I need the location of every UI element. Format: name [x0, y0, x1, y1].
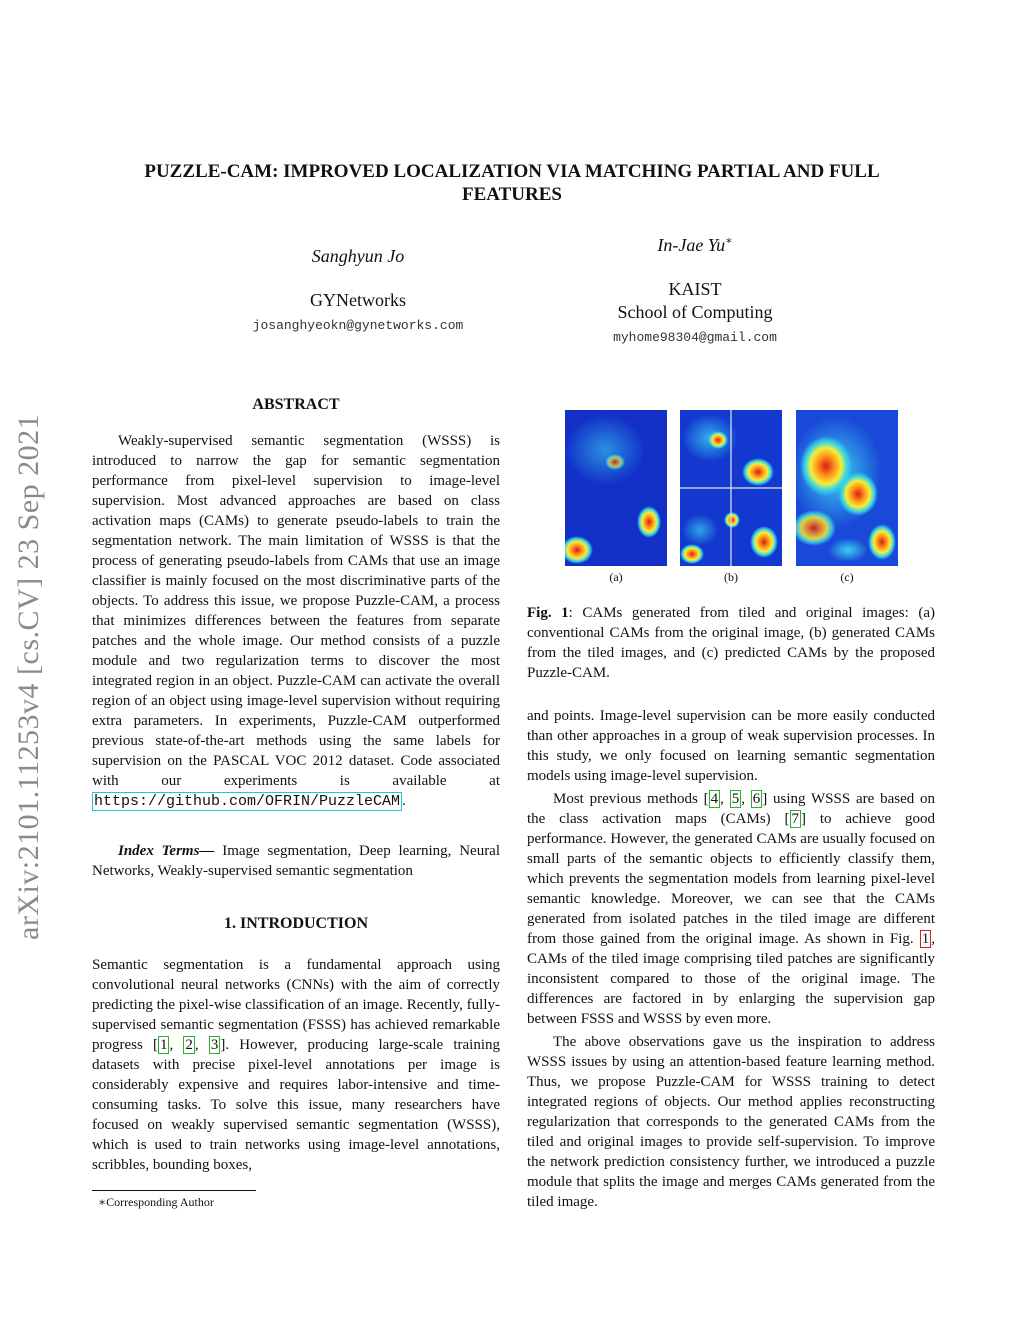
- figure-cam-b: [680, 410, 782, 566]
- code-link[interactable]: https://github.com/OFRIN/PuzzleCAM: [94, 793, 401, 810]
- figure-ref-link[interactable]: 1: [921, 931, 930, 947]
- footnote: ∗Corresponding Author: [98, 1195, 214, 1209]
- index-terms-text: Image segmentation, Deep learning, Neural Networks, Weakly-supervised semantic segmentation: [92, 843, 501, 879]
- figure-cam-a: [565, 410, 667, 566]
- subfigure-label: (b): [724, 570, 738, 584]
- figure-caption-text: : CAMs generated from tiled and original images: (a) conventional CAMs from the original image, (b) generated CAMs from the tiled images, and (c) predicted CAMs by the proposed Puzzle-CAM.: [527, 605, 935, 681]
- subfigure-label: (c): [840, 570, 854, 584]
- paragraph: and points. Image-level supervision can be more easily conducted than other approaches in a group of weak supervision processes. In this study, we only focused on learning semantic segmentation models using image-level supervision.: [527, 708, 935, 784]
- citation-link[interactable]: 7: [791, 811, 799, 827]
- abstract-heading: ABSTRACT: [252, 396, 340, 413]
- author-block-1: [220, 246, 496, 333]
- author-name: In-Jae Yu∗: [657, 235, 733, 255]
- abstract-body: Weakly-supervised semantic segmentation (WSSS) is introduced to narrow the gap for semantic segmentation performance from pixel-level supervision to image-level supervision. Most advanced approaches are based on class activation maps (CAMs) to generate pseudo-labels to train the segmentation network. The main limitation of WSSS is that the process of generating pseudo-labels from CAMs that use an image classifier is mainly focused on the most discriminative parts of the objects. To address this issue, we propose Puzzle-CAM, a process that minimizes differences between the features from separate patches and the whole image. Our method consists of a puzzle module and two regularization terms to discover the most integrated region in an object. Puzzle-CAM can activate the overall region of an object using image-level supervision without requiring extra parameters. In experiments, Puzzle-CAM outperformed previous state-of-the-art methods using the same labels for supervision on the PASCAL VOC 2012 dataset. Code associated with our experiments is available at https://github.com/OFRIN/PuzzleCAM .: [92, 433, 500, 810]
- citation-link[interactable]: 1: [159, 1037, 168, 1053]
- citation-link[interactable]: 2: [185, 1037, 193, 1053]
- author-block-2: [566, 234, 824, 345]
- paper-title: PUZZLE-CAM: IMPROVED LOCALIZATION VIA MATCHING PARTIAL AND FULL FEATURES: [144, 161, 880, 205]
- footnote-rule: [92, 1190, 256, 1191]
- author-name: Sanghyun Jo: [311, 246, 405, 266]
- right-column-body: [527, 706, 935, 1212]
- citation-link[interactable]: 6: [752, 791, 761, 807]
- intro-body: Semantic segmentation is a fundamental approach using convolutional neural networks (CNNs) with the aim of correctly predicting the pixel-wise classification of an image. Recently, fully-supervised semantic segmentation (FSSS) has achieved remarkable progress [ 1 , 2 , 3 ]. However, producing large-scale training datasets with precise pixel-level annotations per image is considerably expensive and requires labor-intensive and time-consuming tasks. To solve this issue, many researchers have focused on weakly supervised semantic segmentation (WSSS), which is used to train networks using image-level annotations, scribbles, bounding boxes,: [92, 957, 501, 1173]
- author-affiliation: GYNetworks: [310, 290, 406, 310]
- figure-caption: [527, 603, 935, 683]
- author-affiliation-dept: School of Computing: [617, 302, 773, 322]
- figure-cam-c: [796, 410, 898, 566]
- index-terms: [92, 841, 500, 881]
- subfigure-label: (a): [609, 570, 623, 584]
- author-mark: ∗: [725, 235, 733, 247]
- heatmap-image-c: [796, 410, 898, 566]
- heatmap-image-a: [565, 410, 667, 566]
- heatmap-image-b: [680, 410, 782, 566]
- citation-link[interactable]: 5: [731, 791, 740, 807]
- paragraph: The above observations gave us the inspiration to address WSSS issues by using an attention-based feature learning method. Thus, we propose Puzzle-CAM for WSSS training to detect integrated regions of objects. Our method applies reconstructing regularization that corresponds to the generated CAMs from the tiled and original images to provide self-supervision. To improve the network prediction consistency further, we introduced a puzzle module that splits the image and merges CAMs generated from the tiled image.: [527, 1034, 935, 1210]
- author-affiliation: KAIST: [668, 279, 722, 299]
- citation-link[interactable]: 3: [210, 1037, 219, 1053]
- arxiv-sidebar-stamp: arXiv:2101.11253v4 [cs.CV] 23 Sep 2021: [12, 413, 45, 940]
- intro-heading: 1. INTRODUCTION: [223, 915, 368, 932]
- author-email: myhome98304@gmail.com: [613, 330, 777, 345]
- author-email: josanghyeokn@gynetworks.com: [252, 318, 464, 333]
- citation-link[interactable]: 4: [710, 791, 719, 807]
- abstract-text: Weakly-supervised semantic segmentation (WSSS) is introduced to narrow the gap for semantic segmentation performance from pixel-level supervision to image-level supervision. Most advanced approaches are based on class activation maps (CAMs) to generate pseudo-labels to train the segmentation network. The main limitation of WSSS is that the process of generating pseudo-labels from CAMs that use an image classifier is mainly focused on the most discriminative parts of the objects. To address this issue, we propose Puzzle-CAM, a process that minimizes differences between the features from separate patches and the whole image. Our method consists of a puzzle module and two regularization terms to discover the most integrated region in an object. Puzzle-CAM can activate the overall region of an object using image-level supervision without requiring extra parameters. In experiments, Puzzle-CAM outperformed previous state-of-the-art methods using the same labels for supervision on the PASCAL VOC 2012 dataset. Code associated with our experiments is available at: [92, 433, 500, 789]
- paragraph: Most previous methods [ 4 , 5 , 6 ] using WSSS are based on the class activation maps (CAMs) [ 7 ] to achieve good performance. However, the generated CAMs are usually focused on small parts of the semantic objects to efficiently classify them, which prevents the segmentation models from learning pixel-level semantic knowledge. Moreover, we can see that the CAMs generated from isolated patches in the tiled image are different from those gained from the original image. As shown in Fig. 1 , CAMs of the tiled image comprising tiled patches are significantly inconsistent compared to those of the original image. The differences are factored in by enlarging the supervision gap between FSSS and WSSS by even more.: [527, 791, 936, 1027]
- index-terms-label: Index Terms—: [118, 843, 215, 859]
- figure-caption-label: Fig. 1: [527, 605, 569, 621]
